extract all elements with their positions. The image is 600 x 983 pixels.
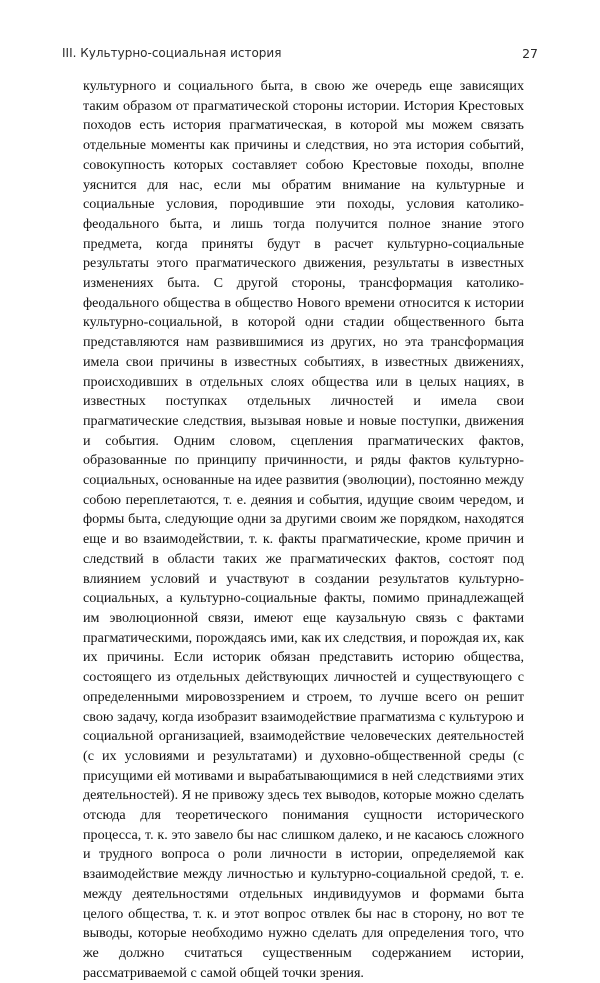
running-header [62,46,538,66]
chapter-title: III. Культурно-социальная история [62,46,282,60]
body-text [83,77,524,983]
page-number: 27 [522,46,538,61]
paragraph: культурного и социального быта, в свою же очередь еще зависящих таким образом от прагматической стороны истории. История Крестовых походов есть история прагматическая, в которой мы можем связать отдельные моменты как причины и следствия, но эта история событий, совокупность которых составляет собою Крестовые походы, вполне уяснится для нас, если мы обратим внимание на культурные и социальные условия, породившие эти походы, условия католико-феодального быта, и лишь тогда получится полное знание этого предмета, когда приняты будут в расчет культурно-социальные результаты этого прагматического движения, результаты в известных изменениях быта. С другой стороны, трансформация католико-феодального общества в общество Нового времени относится к истории культурно-социальной, в которой одни стадии общественного быта представляются нам развившимися из других, но эта трансформация имела свои причины в известных событиях, в известных движениях, происходивших в отдельных слоях общества или в целых нациях, в известных поступках отдельных личностей и имела свои прагматические следствия, вызывая новые и новые поступки, движения и события. Одним словом, сцепления прагматических фактов, образованные по принципу причинности, и ряды фактов культурно-социальных, основанные на идее развития (эволюции), постоянно между собою переплетаются, т. е. деяния и события, идущие своим чередом, и формы быта, следующие одни за другими своим же порядком, находятся еще и во взаимодействии, т. к. факты прагматические, кроме причин и следствий в области таких же прагматических фактов, состоят под влиянием условий и участвуют в создании результатов культурно-социальных, а культурно-социальные факты, помимо принадлежащей им эволюционной связи, имеют еще каузальную связь с фактами прагматическими, порождаясь ими, как их следствия, и порождая их, как их причины. Если историк обязан представить историю общества, состоящего из отдельных действующих личностей и существующего с определенными мировоззрением и строем, то лучше всего он решит свою задачу, когда изобразит взаимодействие прагматизма с культурою и социальной организацией, взаимодействие человеческих деятельностей (с их условиями и результатами) и духовно-общественной среды (с присущими ей мотивами и вырабатывающимися в ней следствиями этих деятельностей). Я не привожу здесь тех выводов, которые можно сделать отсюда для теоретического понимания сущности исторического процесса, т. к. это завело бы нас слишком далеко, и не касаюсь сложного и трудного вопроса о роли личности в истории, определяемой как взаимодействие между личностью и культурно-социальной средой, т. е. между деятельностями отдельных индивидуумов и формами быта целого общества, т. к. и этот вопрос отвлек бы нас в сторону, но вот те выводы, которые необходимо нужно сделать для определения того, что же должно считаться существенным содержанием истории, рассматриваемой с самой общей точки зрения. [83,78,524,981]
